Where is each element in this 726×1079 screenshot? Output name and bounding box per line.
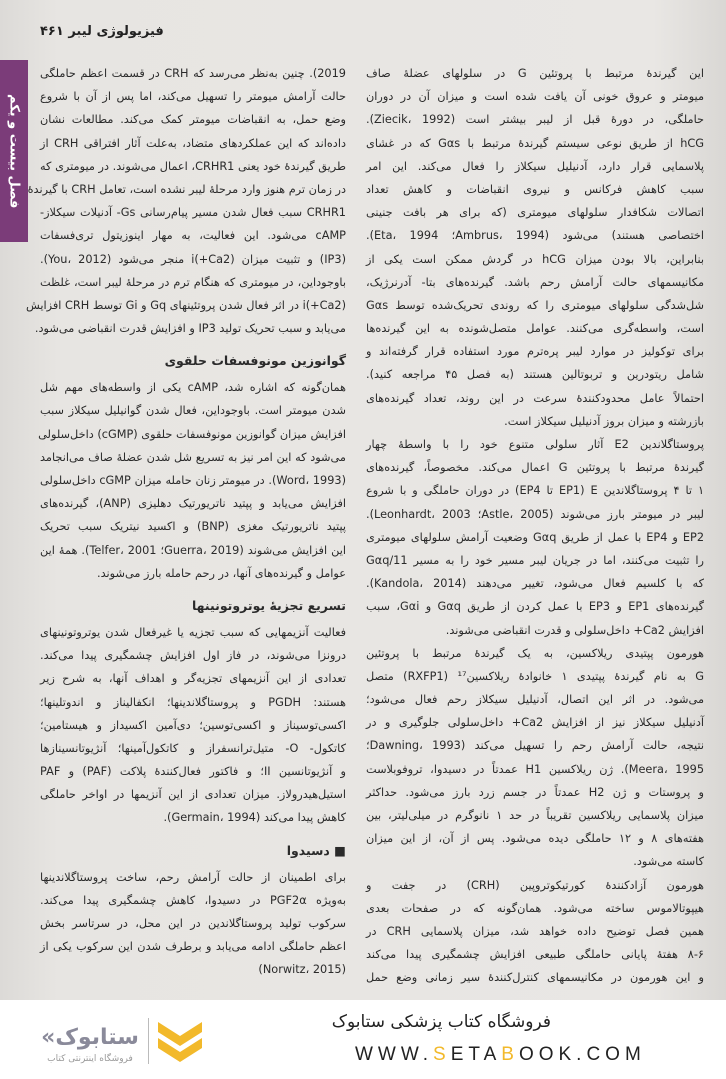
store-name: فروشگاه کتاب پزشکی ستابوک <box>331 1012 551 1032</box>
text-line: احتمالاً عامل محدودکنندهٔ سرعت در این روند، تعداد گیرنده‌های <box>366 391 704 405</box>
text-line: میزان پلاسمایی ریلاکسین تقریباً در حد ۱ نانوگرم در میلی‌لیتر، بین <box>366 809 704 822</box>
text-line: حاملگی، در دورهٔ قبل از لیبر بیشتر است (Ziecik، 1992). <box>366 113 704 127</box>
text-line: و آنژیوتانسین II؛ و فاکتور فعال‌کنندهٔ پلاکت (PAF) و PAF <box>40 765 347 779</box>
section-heading: تسریع تجزیهٔ یوتروتونینها <box>191 597 346 613</box>
text-line: اعظم حاملگی ادامه می‌یابد و برطرف شدن این سرکوب یکی از <box>40 940 346 954</box>
text-line: اختصاصی هستند) می‌شود (Ambrus، 1994؛ Eta، 1994). <box>366 229 704 243</box>
text-line: شدن میومتر است. باوجوداین، فعال شدن گوانیلیل سیکلاز سبب <box>40 404 346 418</box>
text-line: است، واسطه‌گری می‌کنند. عوامل متصل‌شونده به این گیرنده‌ها <box>366 322 704 336</box>
text-line: لیبر در میومتر بارز می‌شوند (Astle، 2005؛ Leonhardt، 2003). <box>366 507 705 521</box>
text-line: استیل‌هیدرولاز. میزان تعدادی از این آنزیمها در اواخر حاملگی <box>40 788 346 802</box>
running-title: فیزیولوژی لیبر ۴۶۱ <box>40 24 164 39</box>
text-line: کاسته می‌شود. <box>633 855 704 869</box>
text-line: CRHR1 سبب فعال شدن مسیر پیام‌رسانی Gs- آدنیلات سیکلاز- <box>40 206 346 220</box>
text-line: هورمون آزادکنندهٔ کورتیکوتروپین (CRH) در جفت و <box>366 878 704 892</box>
text-line: افزایش Ca2+ داخل‌سلولی و قدرت انقباضی می‌شوند. <box>445 623 704 637</box>
text-line: برای توکولیز در موارد لیبر پره‌ترم مورد استفاده قرار گرفته‌اند و <box>366 345 704 359</box>
text-line: هستند: PGDH و پروستاگلاندینها؛ انکفالیناز و اندوتلینها؛ <box>40 695 346 709</box>
setabook-logo <box>30 1018 210 1066</box>
text-line: را تثبیت می‌کنند، اما در جریان لیبر مسیر خود را به مسیر Gαq/11 <box>366 553 704 567</box>
text-line: درونزا می‌شوند، در فاز اول افزایش چشمگیری پیدا می‌کند. <box>40 649 346 663</box>
text-line: وضع حمل، به انقباضات میومتر کمک می‌کند. مطالعات نشان <box>40 113 346 127</box>
text-line: G به نام گیرندهٔ پپتیدی ۱ خانوادهٔ ریلاکسین¹⁷ (RXFP1) متصل <box>366 669 705 683</box>
store-banner <box>0 1000 726 1079</box>
text-line: همان‌گونه که اشاره شد، cAMP یکی از واسطه‌های مهم شل <box>40 381 346 395</box>
text-line: cAMP می‌شود. این فعالیت، به مهار اینوزیتول تری‌فسفات <box>40 229 346 243</box>
text-line: برای اطمینان از حالت آرامش رحم، ساخت پروستاگلاندینها <box>40 870 346 884</box>
text-line: افزایش می‌یابد و پپتید ناتریورتیک دهلیزی (ANP)، گیرنده‌های <box>40 497 346 511</box>
text-line: که با کلسیم فعال می‌شود، تغییر می‌دهند (Kandola، 2014). <box>366 577 704 591</box>
text-line: شل‌شدگی سلولهای میومتری را که روندی تحریک‌شده توسط Gαs <box>366 298 704 312</box>
text-line: داده‌اند که این عملکردهای متضاد، به‌علت آثار افتراقی CRH از <box>40 136 346 150</box>
text-line: همین فصل توضیح داده خواهد شد، میزان پلاسمایی CRH در <box>366 924 704 938</box>
text-line: در زمان ترم هنوز وارد مرحلهٔ لیبر نشده است، تعامل CRH با گیرندهٔ <box>27 182 346 196</box>
text-line: آدنیلیل سیکلاز نیز از افزایش Ca2+ داخل‌سلولی جلوگیری و در <box>366 716 704 730</box>
text-line: حالت آرامش میومتر را تسهیل می‌کند، اما پس از آن با شروع <box>40 90 346 104</box>
text-line: این افزایش می‌شوند (Guerra، 2019؛ Telfer، 2001). همهٔ این <box>40 543 346 557</box>
text-line: مکانیسمهای حالت آرامش رحم باشد. گیرنده‌های بتا- آدرنرژیک، <box>366 275 704 289</box>
text-line: فعالیت آنزیمهایی که سبب تجزیه یا غیرفعال شدن یوتروتونینهای <box>40 625 346 639</box>
chapter-tab <box>0 60 28 242</box>
text-line: پپتید ناتریورتیک مغزی (BNP) و اکسید نیتریک سبب تحریک <box>40 520 347 534</box>
logo-tagline: فروشگاه اینترنتی کتاب <box>47 1054 133 1064</box>
text-line: عوامل و گیرنده‌های آنها، در رحم حامله بارز می‌شوند. <box>97 566 346 580</box>
text-line: باوجوداین، در میومتری که هنگام ترم در مرحلهٔ لیبر است، غلظت <box>40 275 346 289</box>
text-line: افزایش میزان گوانوزین مونوفسفات حلقوی (cGMP) داخل‌سلولی <box>38 427 346 441</box>
text-line: EP2 و EP4 با عمل از طریق Gαq وضعیت آرامش سلولهای میومتری <box>366 530 705 544</box>
text-line: نتیجه، حالت آرامش رحم را تسهیل می‌کند (Dawning، 1993؛ <box>366 739 704 753</box>
text-line: کاهش پیدا می‌کند (Germain، 1994). <box>163 811 346 825</box>
text-line: اتصالات شکافدار سلولهای میومتری (که برای هر بافت جنینی <box>366 206 704 220</box>
text-line: (Word، 1993). در میومتر زنان حامله میزان cGMP داخل‌سلولی <box>40 474 346 487</box>
text-line: (Ca2+)i در اثر فعال شدن پروتئینهای Gq و Gi توسط CRH افزایش <box>25 298 346 312</box>
section-heading: ■ دسیدوا <box>286 842 346 858</box>
text-line: این گیرندهٔ مرتبط با پروتئین G در سلولهای عضلهٔ صاف <box>366 67 704 80</box>
text-line: ۸-۶ هفتهٔ پایانی حاملگی طبیعی افزایش چشمگیری پیدا می‌کند <box>366 948 704 962</box>
left-column <box>25 62 347 982</box>
logo-wordmark: «ستابوک <box>41 1025 139 1050</box>
text-line: شامل ریتودرین و تربوتالین هستند (به فصل ۴۵ مراجعه کنید). <box>366 368 705 382</box>
section-heading: گوانوزین مونوفسفات حلقوی <box>164 353 346 369</box>
text-line: میومتر و عروق خونی آن یافت شده است و میزان آن در دوران <box>366 90 704 104</box>
store-url[interactable]: WWW.SETABOOK.COM <box>355 1044 646 1065</box>
text-line: و این هورمون در مکانیسمهای کنترل‌کنندهٔ سیر زمانی وضع حمل <box>366 971 704 985</box>
text-line: (Norwitz، 2015) <box>258 963 346 977</box>
text-line: 2019). چنین به‌نظر می‌رسد که CRH در قسمت اعظم حاملگی <box>40 67 346 80</box>
text-line: هورمون پپتیدی ریلاکسین، به یک گیرندهٔ مرتبط با پروتئین <box>366 646 704 660</box>
text-line: پروستاگلاندین E2 آثار سلولی متنوع خود را با واسطهٔ چهار <box>366 438 704 451</box>
chapter-tab-label: فصل بیست و یکم <box>6 93 22 209</box>
text-line: پلاسمایی قرار دارد، آدنیلیل سیکلاز را فعال می‌کند. این امر <box>366 159 704 173</box>
right-column <box>366 62 704 990</box>
text-line: Meera، 1995). ژن ریلاکسین H1 عمدتاً در دسیدوا، تروفوبلاست <box>366 762 705 776</box>
text-line: (IP3) و تثبیت میزان (Ca2+)i منجر می‌شود (You، 2012). <box>40 252 346 266</box>
text-line: اکسی‌توسیناز و اکسی‌توسین؛ دی‌آمین اکسیداز و هیستامین؛ <box>40 718 346 732</box>
text-line: hCG از طریق نوعی سیستم گیرندهٔ مرتبط با Gαs که در غشای <box>366 136 704 150</box>
text-line: بازرشته و میزان بروز آدنیلیل سیکلاز است. <box>504 414 704 428</box>
text-line: بنابراین، بالا بودن میزان hCG در گردش ممکن است یکی از <box>366 252 704 266</box>
text-line: هیپوتالاموس ساخته می‌شود. همان‌گونه که در صفحات بعدی <box>366 901 704 915</box>
text-line: تعدادی از این آنزیمهای تجزیه‌گر و اهداف آنها، به شرح زیر <box>40 672 346 686</box>
text-line: سبب کاهش فرکانس و نیروی انقباضات و کاهش تعداد <box>366 182 704 196</box>
text-line: به‌ویژه PGF2α در دسیدوا، کاهش چشمگیری پیدا می‌کند. <box>40 893 347 907</box>
text-line: گیرنده‌های EP1 و EP3 با عمل کردن از طریق Gαq و Gαi، سبب <box>366 600 705 614</box>
text-line: و پروستات و ژن H2 عمدتاً در جسم زرد بارز می‌شود. حداکثر <box>366 785 704 799</box>
text-line: گیرندهٔ مرتبط با پروتئین G اعمال می‌کند. مخصوصاً، گیرنده‌های <box>366 461 704 475</box>
text-line: می‌شود که این امر نیز به تسریع شل شدن عضلهٔ صاف می‌انجامد <box>40 450 346 464</box>
text-line: کاتکول- O- متیل‌ترانسفراز و کاتکول‌آمینها؛ آنژیوتانسینازها <box>40 741 347 755</box>
logo-divider <box>148 1018 149 1064</box>
text-line: ۱ تا ۴ پروستاگلاندین E (EP1 تا EP4) در دوران حاملگی و با شروع <box>366 484 705 498</box>
text-line: هفته‌های ۸ و ۱۲ حاملگی دیده می‌شود. پس از آن، از این میزان <box>366 832 704 846</box>
text-line: می‌یابد و سبب تحریک تولید IP3 و افزایش قدرت انقباضی می‌شود. <box>34 322 346 336</box>
text-line: طریق گیرندهٔ خود یعنی CRHR1، اعمال می‌شوند. در میومتری که <box>40 159 346 173</box>
text-line: سرکوب تولید پروستاگلاندین در این محل، در سرتاسر بخش <box>40 917 346 930</box>
text-line: می‌شود. در اثر این اتصال، آدنیلیل سیکلاز رحم فعال می‌شود؛ <box>366 693 704 707</box>
